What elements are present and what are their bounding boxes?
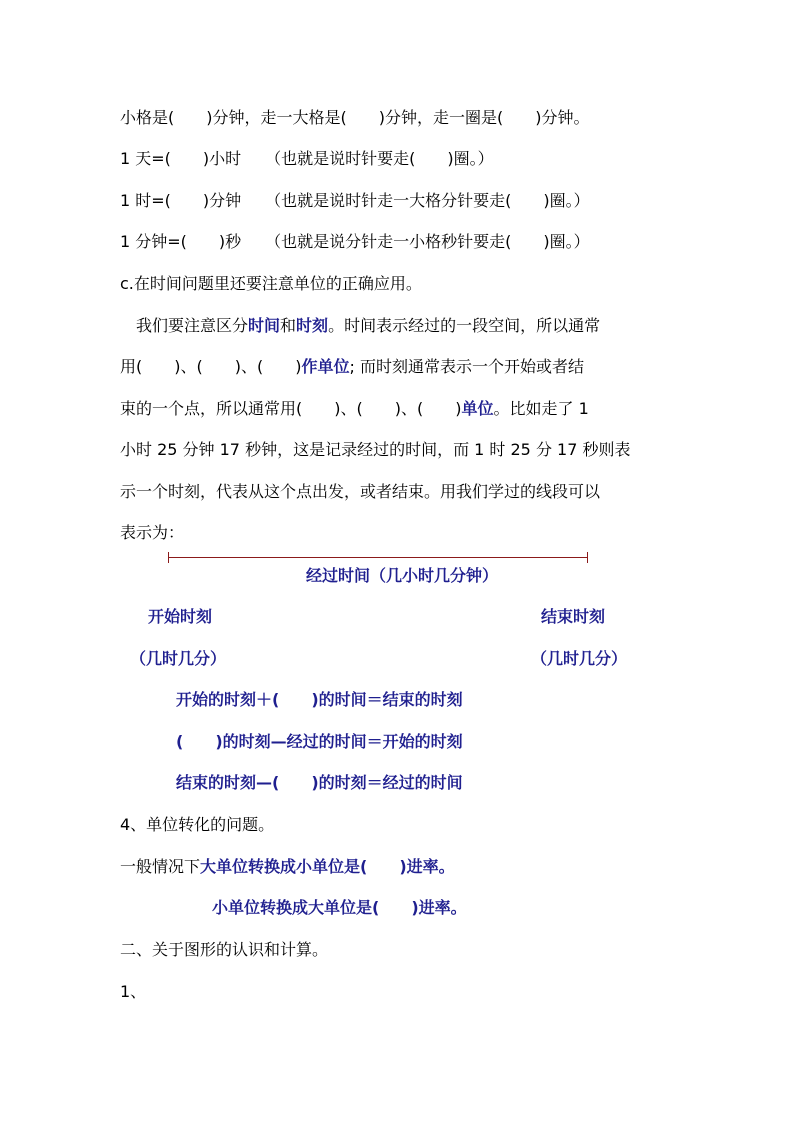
- text-span: 。比如走了 1: [493, 399, 589, 418]
- text-span: 束的一个点，所以通常用( )、( )、( ): [120, 399, 462, 418]
- start-tick: [168, 552, 169, 563]
- end-time-label: 结束时刻: [541, 607, 606, 626]
- list-item-number: 1、: [120, 982, 147, 1001]
- text-span: 我们要注意区分: [120, 316, 249, 335]
- text-span: ; 而时刻通常表示一个开始或者结: [349, 357, 584, 376]
- text-line: 1 时=( )分钟 （也就是说时针走一大格分针要走( )圈。）: [120, 191, 590, 210]
- text-span: 。时间表示经过的一段空间，所以通常: [328, 316, 601, 335]
- section-heading: 二、关于图形的认识和计算。: [120, 940, 329, 959]
- text-line: 1 分钟=( )秒 （也就是说分针走一小格秒针要走( )圈。）: [120, 232, 590, 251]
- section-heading: 4、单位转化的问题。: [120, 815, 275, 834]
- end-time-sublabel: （几时几分）: [531, 649, 628, 668]
- text-line: 表示为：: [120, 523, 185, 542]
- bold-term: 时刻: [296, 316, 329, 335]
- bold-term: 时间: [248, 316, 281, 335]
- start-time-sublabel: （几时几分）: [130, 649, 227, 668]
- text-span: 一般情况下: [120, 857, 201, 876]
- text-line: [120, 856, 455, 878]
- timeline-segment: [168, 557, 588, 558]
- formula-line: 结束的时刻—( )的时刻＝经过的时间: [176, 773, 463, 792]
- bold-term: 单位: [461, 399, 494, 418]
- formula-line: ( )的时刻—经过的时间＝开始的时刻: [176, 732, 463, 751]
- end-tick: [587, 552, 588, 563]
- text-line: [120, 398, 589, 420]
- bold-term: 大单位转换成小单位是( )进率。: [200, 857, 455, 876]
- start-time-label: 开始时刻: [148, 607, 213, 626]
- section-heading: c.在时间问题里还要注意单位的正确应用。: [120, 274, 422, 293]
- formula-line: 开始的时刻＋( )的时间＝结束的时刻: [176, 690, 463, 709]
- text-line: [120, 356, 584, 378]
- text-line: 小时 25 分钟 17 秒钟，这是记录经过的时间，而 1 时 25 分 17 秒则表: [120, 440, 631, 459]
- elapsed-time-label: 经过时间（几小时几分钟）: [306, 566, 499, 585]
- text-line: 1 天=( )小时 （也就是说时针要走( )圈。）: [120, 149, 494, 168]
- text-line: 示一个时刻，代表从这个点出发，或者结束。用我们学过的线段可以: [120, 482, 601, 501]
- text-line: [120, 315, 600, 337]
- text-span: 和: [280, 316, 297, 335]
- text-span: 用( )、( )、( ): [120, 357, 302, 376]
- text-line: 小单位转换成大单位是( )进率。: [212, 898, 467, 917]
- bold-term: 作单位: [301, 357, 350, 376]
- text-line: 小格是( )分钟，走一大格是( )分钟，走一圈是( )分钟。: [120, 108, 590, 127]
